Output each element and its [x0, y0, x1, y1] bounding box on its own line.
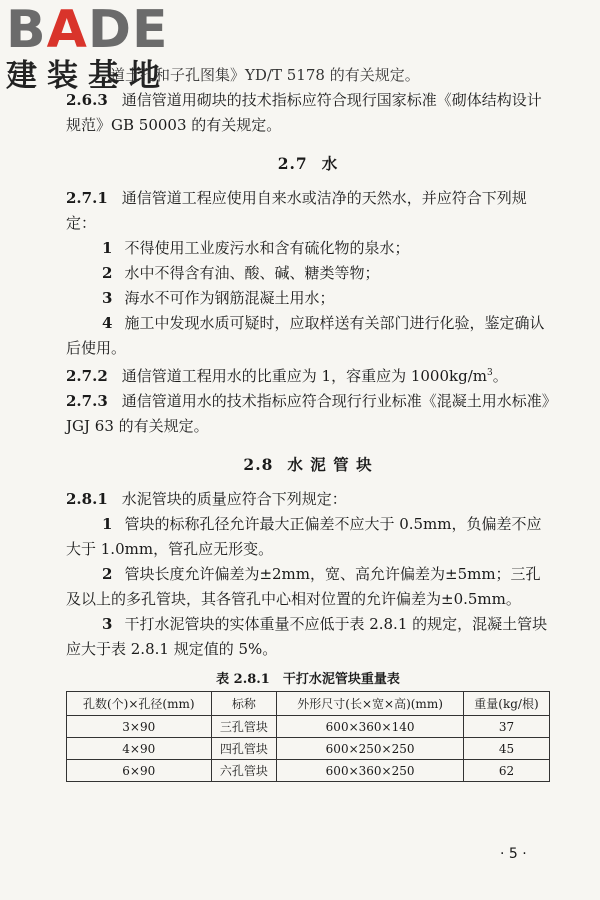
table-cell: 600×250×250: [277, 738, 464, 760]
document-body: [66, 63, 550, 782]
table-cell: 四孔管块: [211, 738, 277, 760]
logo-wordmark: BADE: [6, 0, 169, 60]
weight-table: [66, 691, 550, 782]
table-cell: 600×360×140: [277, 716, 464, 738]
table-caption: 表 2.8.1 干打水泥管块重量表: [216, 672, 400, 687]
logo-tagline: 建装基地: [6, 58, 170, 94]
section-heading-2-8: 2.8 水 泥 管 块: [243, 455, 373, 474]
column-header: 重量(kg/根): [463, 692, 549, 716]
page-number: · 5 ·: [500, 846, 527, 862]
table-cell: 62: [463, 760, 549, 782]
table-cell: 4×90: [67, 738, 212, 760]
table-row: [67, 716, 550, 738]
list-item: 2 管块长度允许偏差为±2mm，宽、高允许偏差为±5mm；三孔及以上的多孔管块，其各管孔中心相对位置的允许偏差为±0.5mm。: [66, 565, 541, 608]
table-cell: 6×90: [67, 760, 212, 782]
column-header: 标称: [211, 692, 277, 716]
clause-2-7-3: 2.7.3 通信管道用水的技术指标应符合现行行业标准《混凝土用水标准》JGJ 63 的有关规定。: [66, 392, 550, 435]
clause-2-7-2: 2.7.2 通信管道工程用水的比重应为 1，容重应为 $1000kg/m^3$。: [66, 367, 508, 385]
list-item: 1 不得使用工业废污水和含有硫化物的泉水；: [102, 239, 410, 257]
list-item: 3 干打水泥管块的实体重量不应低于表 2.8.1 的规定，混凝土管块应大于表 2.8.1 规定值的 5%。: [66, 615, 548, 658]
list-item: 3 海水不可作为钢筋混凝土用水；: [102, 289, 335, 307]
table-row: [67, 760, 550, 782]
table-cell: 六孔管块: [211, 760, 277, 782]
list-item: 4 施工中发现水质可疑时，应取样送有关部门进行化验，鉴定确认后使用。: [66, 314, 545, 357]
list-item: 1 管块的标称孔径允许最大正偏差不应大于 0.5mm，负偏差不应大于 1.0mm，管孔应无形变。: [66, 515, 542, 558]
table-cell: 三孔管块: [211, 716, 277, 738]
table-cell: 3×90: [67, 716, 212, 738]
column-header: 外形尺寸(长×宽×高)(mm): [277, 692, 464, 716]
list-item: 2 水中不得含有油、酸、碱、糖类等物；: [102, 264, 380, 282]
section-heading-2-7: 2.7 水: [277, 154, 339, 173]
table-cell: 45: [463, 738, 549, 760]
continued-text: 道土孔和子孔图集》YD/T 5178 的有关规定。: [110, 66, 420, 84]
table-header-row: [67, 692, 550, 716]
clause-2-7-1: 2.7.1 通信管道工程应使用自来水或洁净的天然水，并应符合下列规定：: [66, 189, 527, 232]
table-cell: 37: [463, 716, 549, 738]
column-header: 孔数(个)×孔径(mm): [67, 692, 212, 716]
clause-2-6-3: 2.6.3 通信管道用砌块的技术指标应符合现行国家标准《砌体结构设计规范》GB 50003 的有关规定。: [66, 91, 542, 134]
clause-2-8-1: 2.8.1 水泥管块的质量应符合下列规定：: [66, 490, 347, 508]
table-cell: 600×360×250: [277, 760, 464, 782]
table-row: [67, 738, 550, 760]
